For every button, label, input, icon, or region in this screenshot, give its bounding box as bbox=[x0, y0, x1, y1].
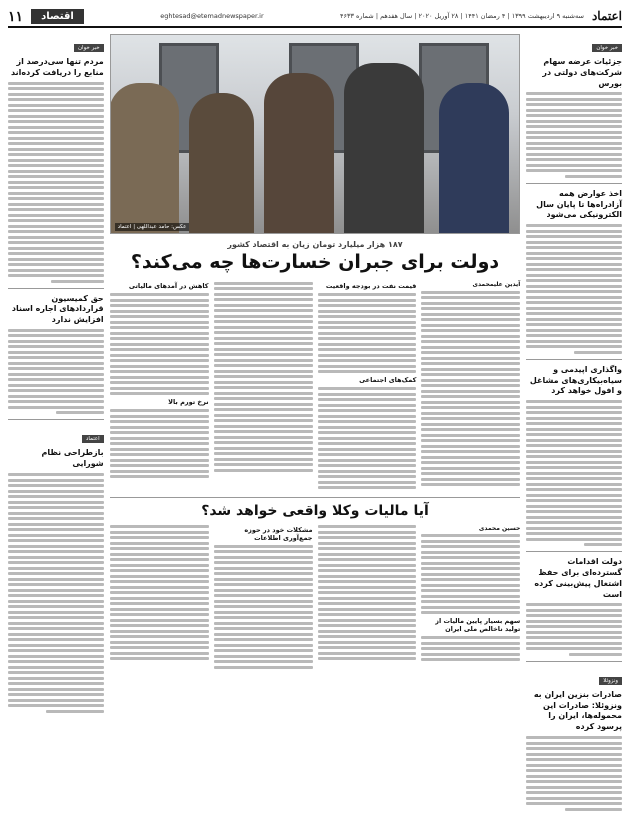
subheading: قیمت نفت در بودجه واقعیت bbox=[325, 282, 417, 290]
lead-article-columns bbox=[110, 279, 521, 492]
tax-article-headline: آیا مالیات وکلا واقعی خواهد شد؟ bbox=[201, 502, 429, 519]
article-body bbox=[526, 92, 622, 178]
tax-article-columns bbox=[110, 523, 521, 672]
article-headline: حق کمیسیون قراردادهای اجاره اسناد افزایش ندارد bbox=[11, 293, 104, 325]
issue-date: سه‌شنبه ۹ اردیبهشت ۱۳۹۹ | ۴ رمضان ۱۴۴۱ | ۲۸ آوریل ۲۰۲۰ | سال هفدهم | شماره ۴۶۳۳ bbox=[339, 12, 584, 20]
main-column bbox=[110, 34, 521, 814]
article-headline: بازطراحی نظام شورایی bbox=[41, 448, 104, 469]
article-body bbox=[526, 224, 622, 354]
right-column bbox=[526, 34, 622, 814]
news-tag: اعتماد bbox=[82, 435, 104, 443]
article-headline: اخذ عوارض همه آزادراه‌ها تا پایان سال الکترونیکی می‌شود bbox=[536, 188, 622, 220]
article-headline: مردم تنها سی‌درصد از منابع را دریافت کرده‌اند bbox=[11, 57, 104, 77]
section-badge: اقتصاد bbox=[31, 9, 84, 24]
page-number: ۱۱ bbox=[8, 7, 24, 24]
article-body bbox=[526, 400, 622, 546]
left-column bbox=[8, 34, 104, 814]
article-body bbox=[526, 603, 622, 656]
photo-caption: عکس: حامد عبداللهی | اعتماد bbox=[115, 223, 190, 231]
subheading: مشکلات خود در حوزه جمع‌آوری اطلاعات bbox=[244, 525, 313, 542]
section-email: eghtesad@etemadnewspaper.ir bbox=[160, 12, 264, 20]
article-body bbox=[8, 329, 104, 415]
masthead bbox=[8, 6, 622, 28]
author-name: حسین محمدی bbox=[478, 524, 521, 532]
article-headline: جزئيات عرضه سهام شرکت‌های دولتی در بورس bbox=[542, 57, 622, 88]
lead-kicker: ۱۸۷ هزار میلیارد تومان زیان به اقتصاد کشور bbox=[227, 240, 403, 249]
subheading: نرخ تورم بالا bbox=[168, 398, 209, 406]
newspaper-logo: اعتماد bbox=[591, 9, 622, 23]
article-headline: واگذاری اپیدمی‌ و سیاه‌بیکاری‌های مشاغل و افول خواهد کرد bbox=[529, 364, 622, 396]
article-headline: دولت اقدامات گسترده‌ای برای حفظ اشتغال پیش‌بینی کرده است bbox=[534, 557, 622, 599]
author-name: آیدین علیمحمدی bbox=[472, 281, 521, 288]
subheading: سهم بسیار پایین مالیات از تولید ناخالص ملی ایران bbox=[435, 617, 521, 633]
article-body bbox=[8, 82, 104, 283]
subheading: کمک‌های اجتماعی bbox=[359, 376, 417, 384]
subheading: کاهش در آمدهای مالیاتی bbox=[128, 282, 209, 290]
article-body bbox=[526, 736, 622, 811]
news-tag: خبر خوان bbox=[592, 44, 622, 52]
lead-photo-atm-queue bbox=[110, 34, 521, 234]
article-body bbox=[8, 473, 104, 713]
news-tag: ونزوئلا bbox=[599, 677, 622, 685]
news-tag: خبر خوان bbox=[74, 44, 104, 52]
article-headline: صادرات بنزین ایران به ونزوئلا: صادرات این محموله‌ها، ایران را پرسود کرده bbox=[533, 689, 622, 732]
lead-headline: دولت برای جبران خسارت‌ها چه می‌کند؟ bbox=[130, 251, 500, 273]
